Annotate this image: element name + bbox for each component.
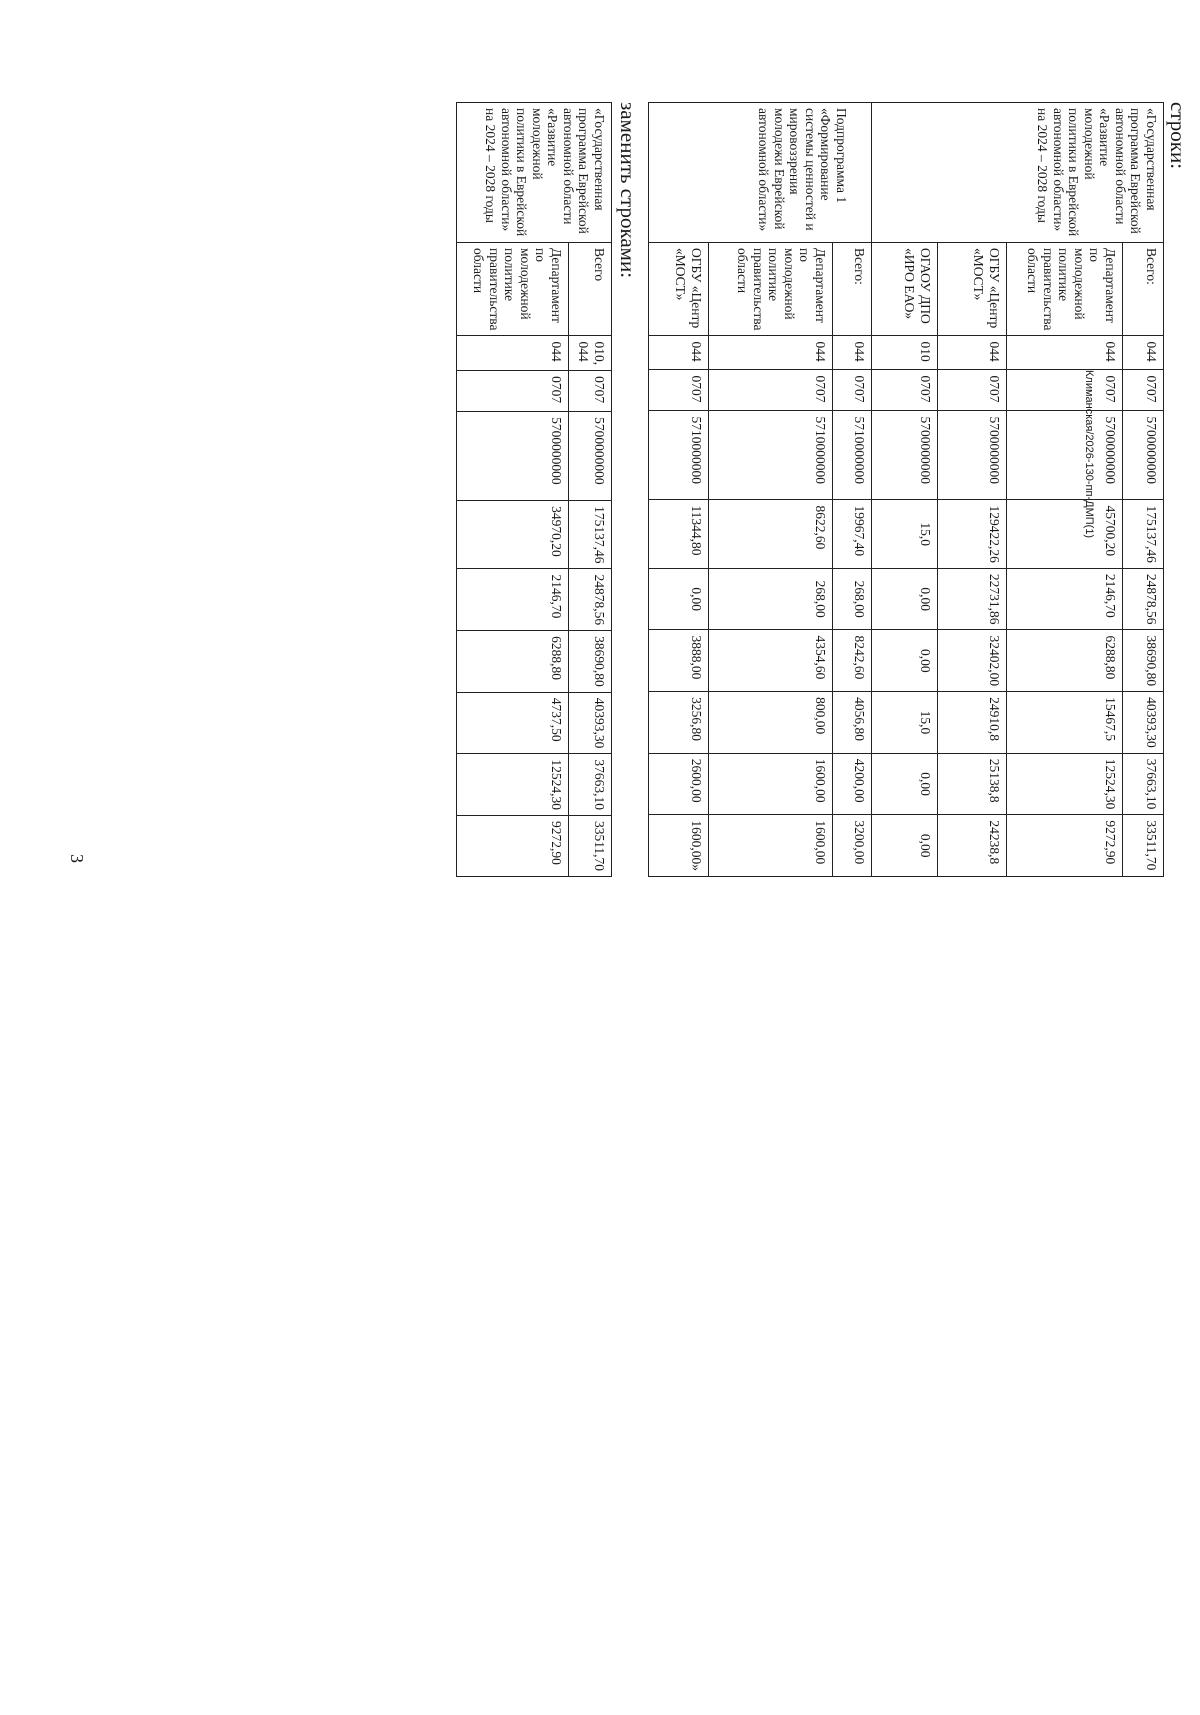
grbs-cell: 044 xyxy=(457,336,569,371)
year-2028-cell: 1600,00 xyxy=(709,815,833,877)
year-2024-cell: 24878,56 xyxy=(1123,568,1164,630)
csr-cell: 5700000000 xyxy=(872,411,938,500)
table-row xyxy=(833,103,872,877)
new-rows-table xyxy=(456,102,612,877)
csr-cell: 5700000000 xyxy=(457,412,569,501)
year-2028-cell: 9272,90 xyxy=(1007,815,1123,877)
csr-cell: 5700000000 xyxy=(1007,411,1123,500)
year-2028-cell: 9272,90 xyxy=(457,815,569,876)
total-cell: 45700,20 xyxy=(1007,500,1123,568)
rows-label: строки: xyxy=(1166,102,1190,170)
section-cell: 0707 xyxy=(1007,370,1123,411)
csr-cell: 5710000000 xyxy=(649,411,709,500)
year-2025-cell: 6288,80 xyxy=(457,631,569,693)
table-row xyxy=(569,103,612,877)
year-2024-cell: 0,00 xyxy=(649,568,709,630)
total-cell: 175137,46 xyxy=(1123,500,1164,568)
executor-cell: Всего: xyxy=(1123,243,1164,336)
year-2027-cell: 2600,00 xyxy=(649,753,709,815)
program-name: «Государственная программа Еврейской автономной области «Развитие молодежной политики в Еврейской автономной области» на 2024 – 2028 годы xyxy=(457,103,612,243)
year-2024-cell: 268,00 xyxy=(833,568,872,630)
csr-cell: 5700000000 xyxy=(938,411,1007,500)
section-cell: 0707 xyxy=(872,370,938,411)
grbs-cell: 044 xyxy=(649,336,709,370)
year-2024-cell: 22731,86 xyxy=(938,568,1007,630)
grbs-cell: 044 xyxy=(938,336,1007,370)
grbs-cell: 044 xyxy=(709,336,833,370)
year-2024-cell: 2146,70 xyxy=(1007,568,1123,630)
total-cell: 19967,40 xyxy=(833,500,872,568)
year-2028-cell: 0,00 xyxy=(872,815,938,877)
csr-cell: 5700000000 xyxy=(569,412,612,501)
year-2025-cell: 32402,00 xyxy=(938,630,1007,692)
year-2027-cell: 37663,10 xyxy=(569,754,612,816)
year-2027-cell: 12524,30 xyxy=(457,754,569,816)
section-cell: 0707 xyxy=(833,370,872,411)
grbs-cell: 044 xyxy=(833,336,872,370)
program-name: «Государственная программа Еврейской автономной области «Развитие молодежной политики в Еврейской автономной области» на 2024 – 2028 годы xyxy=(872,103,1164,243)
year-2024-cell: 24878,56 xyxy=(569,569,612,631)
replace-label: заменить строками: xyxy=(616,102,640,279)
total-cell: 34970,20 xyxy=(457,501,569,569)
year-2028-cell: 1600,00» xyxy=(649,815,709,877)
executor-cell: Всего: xyxy=(833,243,872,336)
executor-cell: Департамент по молодежной политике правительства области xyxy=(709,243,833,336)
year-2026-cell: 4737,50 xyxy=(457,692,569,754)
year-2027-cell: 25138,8 xyxy=(938,753,1007,815)
year-2027-cell: 1600,00 xyxy=(709,753,833,815)
executor-cell: ОГАОУ ДПО «ИРО ЕАО» xyxy=(872,243,938,336)
year-2025-cell: 0,00 xyxy=(872,630,938,692)
year-2026-cell: 15467,5 xyxy=(1007,692,1123,754)
year-2028-cell: 33511,70 xyxy=(569,815,612,876)
total-cell: 15,0 xyxy=(872,500,938,568)
year-2027-cell: 4200,00 xyxy=(833,753,872,815)
section-cell: 0707 xyxy=(569,371,612,412)
section-cell: 0707 xyxy=(938,370,1007,411)
year-2028-cell: 33511,70 xyxy=(1123,815,1164,877)
grbs-cell: 010, 044 xyxy=(569,336,612,371)
total-cell: 129422,26 xyxy=(938,500,1007,568)
csr-cell: 5710000000 xyxy=(833,411,872,500)
page-number: 3 xyxy=(67,854,87,863)
rotated-content xyxy=(471,55,1200,1605)
year-2026-cell: 15,0 xyxy=(872,692,938,754)
executor-cell: Департамент по молодежной политике правительства области xyxy=(457,243,569,336)
executor-cell: Департамент по молодежной политике правительства области xyxy=(1007,243,1123,336)
year-2025-cell: 38690,80 xyxy=(569,631,612,693)
total-cell: 175137,46 xyxy=(569,501,612,569)
total-cell: 8622,60 xyxy=(709,500,833,568)
grbs-cell: 044 xyxy=(1007,336,1123,370)
year-2024-cell: 2146,70 xyxy=(457,569,569,631)
section-cell: 0707 xyxy=(1123,370,1164,411)
section-cell: 0707 xyxy=(457,371,569,412)
document-code: Климанская/2026-130-пп-ДМП(1) xyxy=(1083,370,1095,539)
year-2026-cell: 800,00 xyxy=(709,692,833,754)
year-2025-cell: 4354,60 xyxy=(709,630,833,692)
grbs-cell: 044 xyxy=(1123,336,1164,370)
subprogram-name: Подпрограмма 1 «Формирование системы ценностей и мировоззрения молодежи Еврейской автономной области» xyxy=(649,103,872,243)
year-2025-cell: 6288,80 xyxy=(1007,630,1123,692)
year-2027-cell: 0,00 xyxy=(872,753,938,815)
year-2028-cell: 3200,00 xyxy=(833,815,872,877)
year-2025-cell: 8242,60 xyxy=(833,630,872,692)
year-2026-cell: 4056,80 xyxy=(833,692,872,754)
section-cell: 0707 xyxy=(649,370,709,411)
year-2026-cell: 3256,80 xyxy=(649,692,709,754)
section-cell: 0707 xyxy=(709,370,833,411)
old-rows-table xyxy=(648,102,1164,877)
year-2026-cell: 40393,30 xyxy=(569,692,612,754)
csr-cell: 5710000000 xyxy=(709,411,833,500)
year-2028-cell: 24238,8 xyxy=(938,815,1007,877)
year-2027-cell: 12524,30 xyxy=(1007,753,1123,815)
executor-cell: Всего xyxy=(569,243,612,336)
grbs-cell: 010 xyxy=(872,336,938,370)
year-2025-cell: 3888,00 xyxy=(649,630,709,692)
executor-cell: ОГБУ «Центр «МОСТ» xyxy=(938,243,1007,336)
total-cell: 11344,80 xyxy=(649,500,709,568)
year-2024-cell: 268,00 xyxy=(709,568,833,630)
year-2026-cell: 40393,30 xyxy=(1123,692,1164,754)
year-2026-cell: 24910,8 xyxy=(938,692,1007,754)
table-row xyxy=(1123,103,1164,877)
executor-cell: ОГБУ «Центр «МОСТ» xyxy=(649,243,709,336)
year-2025-cell: 38690,80 xyxy=(1123,630,1164,692)
csr-cell: 5700000000 xyxy=(1123,411,1164,500)
year-2024-cell: 0,00 xyxy=(872,568,938,630)
year-2027-cell: 37663,10 xyxy=(1123,753,1164,815)
